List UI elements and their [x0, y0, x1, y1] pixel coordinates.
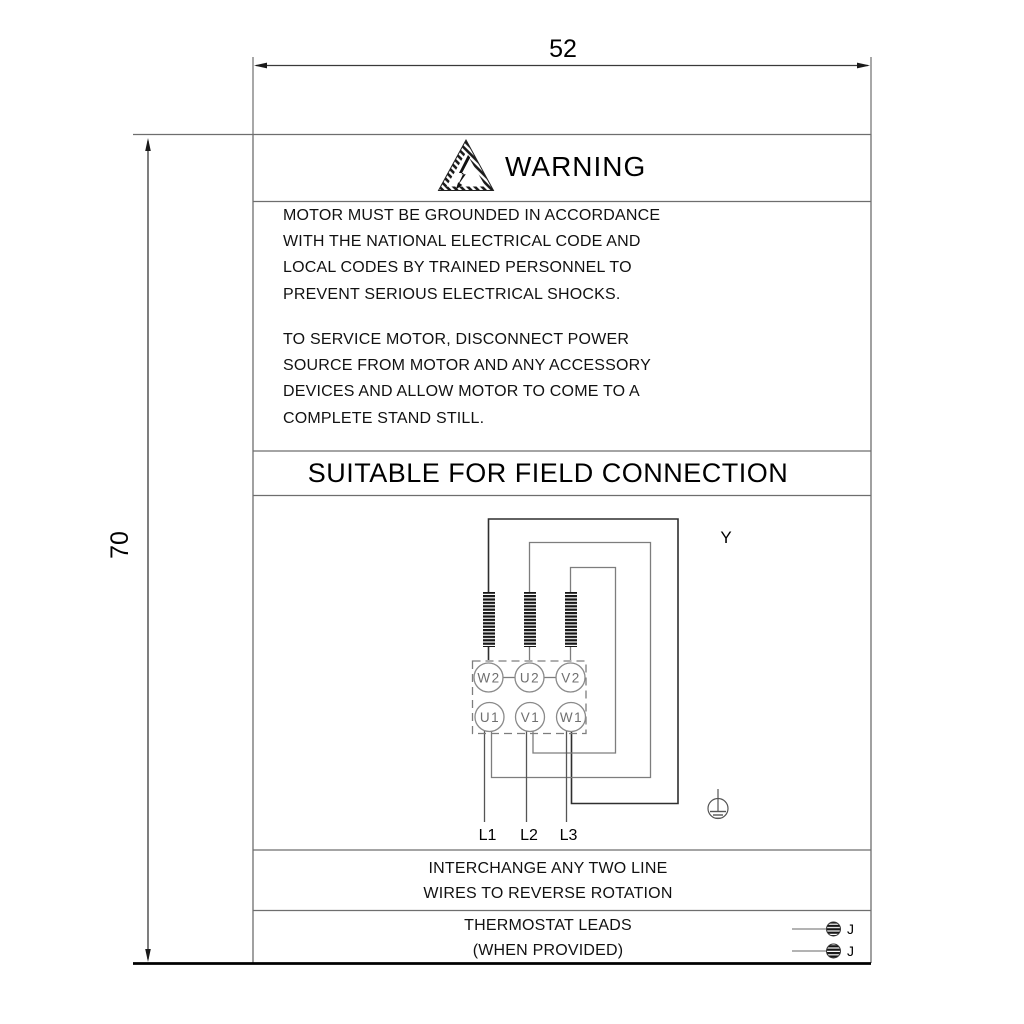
terminal-label: W2: [477, 670, 501, 686]
coil-hatched-bar-icon: [565, 592, 577, 647]
note-line: (WHEN PROVIDED): [472, 941, 624, 959]
terminal-label: W1: [559, 710, 584, 725]
warning-title: WARNING: [505, 151, 647, 182]
width-dimension: [253, 35, 871, 134]
wye-connection-diagram: [473, 519, 732, 844]
service-notice: [283, 327, 673, 432]
wye-configuration-label: Y: [720, 528, 732, 547]
arrow-left-icon: [254, 63, 267, 69]
height-dimension-value: 70: [106, 531, 134, 559]
notice-line: COMPLETE STAND STILL.: [283, 409, 485, 427]
notice-line: PREVENT SERIOUS ELECTRICAL SHOCKS.: [283, 285, 621, 303]
height-dimension: [106, 135, 253, 963]
terminal-label: U2: [519, 670, 541, 686]
note-line: WIRES TO REVERSE ROTATION: [423, 885, 673, 902]
terminal-label: U1: [479, 710, 501, 725]
arrow-right-icon: [857, 63, 870, 69]
notice-line: DEVICES AND ALLOW MOTOR TO COME TO A: [283, 383, 640, 401]
line-label-L2: L2: [520, 827, 538, 844]
grounding-notice: [283, 203, 673, 308]
notice-line: LOCAL CODES BY TRAINED PERSONNEL TO: [283, 259, 632, 277]
high-voltage-triangle-icon: [439, 140, 494, 191]
line-label-L1: L1: [478, 827, 497, 844]
note-line: INTERCHANGE ANY TWO LINE: [428, 860, 668, 877]
terminal-label: V2: [561, 670, 581, 686]
notice-line: TO SERVICE MOTOR, DISCONNECT POWER: [283, 331, 630, 348]
lead-label: J: [847, 943, 854, 959]
arrow-down-icon: [145, 949, 151, 962]
terminal-label: V1: [520, 710, 541, 725]
notice-line: SOURCE FROM MOTOR AND ANY ACCESSORY: [283, 357, 651, 375]
earth-ground-icon: [708, 789, 728, 819]
thermostat-note: [253, 914, 843, 963]
field-connection-banner: SUITABLE FOR FIELD CONNECTION: [307, 458, 789, 488]
coil-hatched-bar-icon: [524, 592, 536, 647]
lead-label: J: [847, 921, 854, 937]
line-label-L3: L3: [559, 827, 578, 844]
arrow-up-icon: [145, 138, 151, 151]
coil-hatched-bar-icon: [483, 592, 495, 647]
note-line: THERMOSTAT LEADS: [464, 917, 632, 934]
width-dimension-value: 52: [549, 35, 577, 63]
rotation-note: [253, 856, 843, 906]
notice-line: MOTOR MUST BE GROUNDED IN ACCORDANCE: [283, 207, 661, 224]
notice-line: WITH THE NATIONAL ELECTRICAL CODE AND: [283, 233, 641, 251]
